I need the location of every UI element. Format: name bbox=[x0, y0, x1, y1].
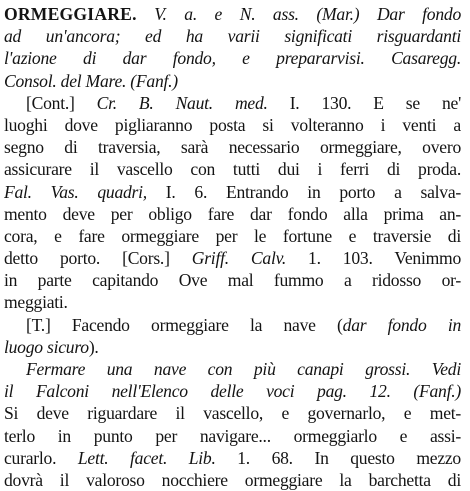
text-segment: I. 130. E se ne' bbox=[267, 92, 461, 113]
italic-text: il Falconi nell'Elenco delle voci pag. 12. (Fanf.) bbox=[4, 381, 461, 402]
headword: ORMEGGIARE. bbox=[4, 4, 137, 24]
text-line bbox=[4, 70, 461, 92]
text-segment: meggiati. bbox=[4, 292, 68, 313]
text-line bbox=[4, 158, 461, 180]
text-line bbox=[4, 425, 461, 447]
text-segment: detto porto. [Cors.] bbox=[4, 248, 192, 269]
text-line bbox=[4, 314, 461, 336]
text-line bbox=[4, 358, 461, 380]
italic-text: ad un'ancora; ed ha varii significati risguardanti bbox=[4, 26, 461, 47]
text-segment: [T.] Facendo ormeggiare la nave ( bbox=[26, 314, 343, 335]
text-segment: assicurare il vascello con tutti dui i ferri di proda. bbox=[4, 159, 461, 180]
text-line bbox=[4, 203, 461, 225]
text-segment: 1. 103. Venimmo bbox=[286, 248, 461, 269]
text-segment: I. 6. Entrando in porto a salva- bbox=[146, 181, 461, 202]
text-line bbox=[4, 247, 461, 269]
italic-text: V. a. e N. ass. (Mar.) Dar fondo bbox=[136, 4, 461, 24]
text-segment: ). bbox=[88, 336, 99, 357]
italic-text: Fal. Vas. quadri, bbox=[4, 181, 147, 202]
text-line bbox=[4, 380, 461, 402]
italic-text: dar fondo in bbox=[342, 314, 461, 335]
italic-text: Consol. del Mare. (Fanf.) bbox=[4, 70, 178, 91]
dictionary-entry-ormeggiare bbox=[4, 3, 461, 491]
italic-text: Cr. B. Naut. med. bbox=[96, 92, 268, 113]
text-line bbox=[4, 402, 461, 424]
text-line bbox=[4, 92, 461, 114]
text-line bbox=[4, 3, 461, 25]
text-line bbox=[4, 469, 461, 491]
text-segment: curarlo. bbox=[4, 447, 78, 468]
text-segment: dovrà il valoroso nocchiere ormeggiare la barchetta di bbox=[4, 469, 461, 490]
italic-text: Griff. Calv. bbox=[191, 248, 286, 269]
text-segment: in parte capitando Ove mal fummo a ridosso or- bbox=[4, 270, 461, 291]
text-line bbox=[4, 447, 461, 469]
text-segment: cora, e fare ormeggiare per le fortune e traversie di bbox=[4, 225, 461, 246]
text-segment: luoghi dove pigliaranno posta si volteranno i venti a bbox=[4, 114, 461, 135]
text-line bbox=[4, 136, 461, 158]
text-segment: Si deve riguardare il vascello, e governarlo, e met- bbox=[4, 403, 461, 424]
text-line bbox=[4, 336, 461, 358]
text-segment: 1. 68. In questo mezzo bbox=[215, 447, 461, 468]
text-segment: terlo in punto per navigare... ormeggiarlo e assi- bbox=[4, 425, 461, 446]
text-line bbox=[4, 181, 461, 203]
text-segment: segno di traversia, sarà necessario ormeggiare, overo bbox=[4, 137, 461, 158]
italic-text: luogo sicuro bbox=[4, 336, 89, 357]
text-line bbox=[4, 114, 461, 136]
text-segment: mento deve per obligo fare dar fondo alla prima an- bbox=[4, 203, 461, 224]
italic-text: l'azione di dar fondo, e prepararvisi. Casaregg. bbox=[4, 48, 461, 69]
text-segment: [Cont.] bbox=[26, 92, 97, 113]
text-line bbox=[4, 269, 461, 291]
text-line bbox=[4, 225, 461, 247]
italic-text: Fermare una nave con più canapi grossi. Vedi bbox=[26, 359, 461, 379]
italic-text: Lett. facet. Lib. bbox=[77, 447, 216, 468]
text-line bbox=[4, 291, 461, 313]
text-line bbox=[4, 47, 461, 69]
text-line bbox=[4, 25, 461, 47]
